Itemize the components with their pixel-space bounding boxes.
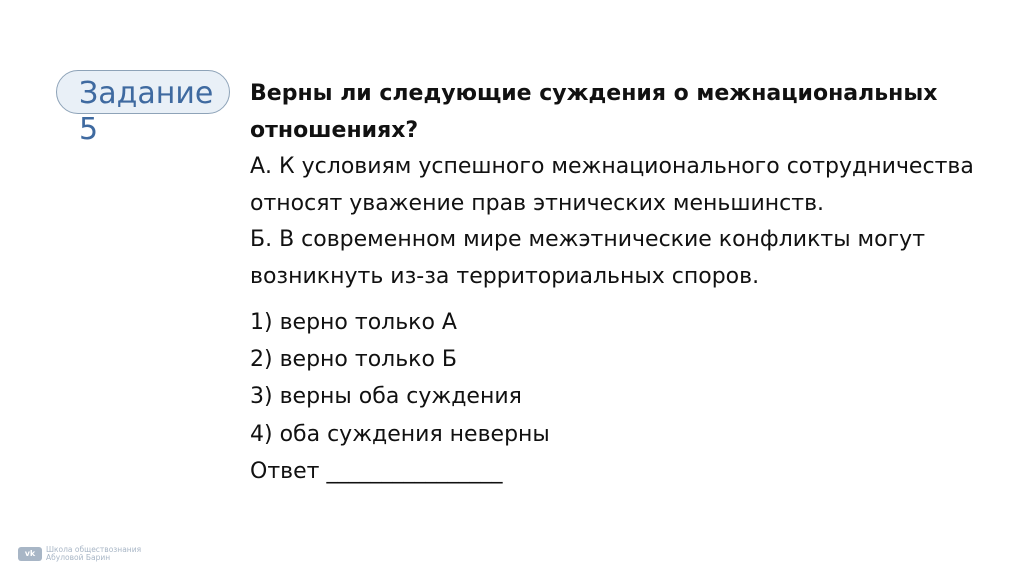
answer-line: Ответ ________________: [250, 458, 503, 484]
footer-text-block: [46, 546, 141, 562]
vk-logo-icon: vk: [18, 547, 42, 561]
statement-b: Б. В современном мире межэтнические конфликты могут возникнуть из-за территориальных споров.: [250, 227, 926, 289]
question-block: [250, 76, 980, 295]
option-3: 3) верны оба суждения: [250, 384, 522, 410]
question-title: Верны ли следующие суждения о межнациональных отношениях?: [250, 81, 938, 143]
statement-a: А. К условиям успешного межнационального сотрудничества относят уважение прав этнических меньшинств.: [250, 154, 974, 216]
footer-line-1: Школа обществознания: [46, 545, 142, 554]
task-badge-label: Задание 5: [79, 76, 214, 147]
footer-watermark: [18, 546, 141, 562]
footer-line-2: Абуловой Барин: [46, 553, 111, 562]
option-2: 2) верно только Б: [250, 347, 458, 373]
option-4: 4) оба суждения неверны: [250, 421, 550, 447]
answer-options: [250, 304, 950, 490]
option-1: 1) верно только А: [250, 310, 457, 335]
